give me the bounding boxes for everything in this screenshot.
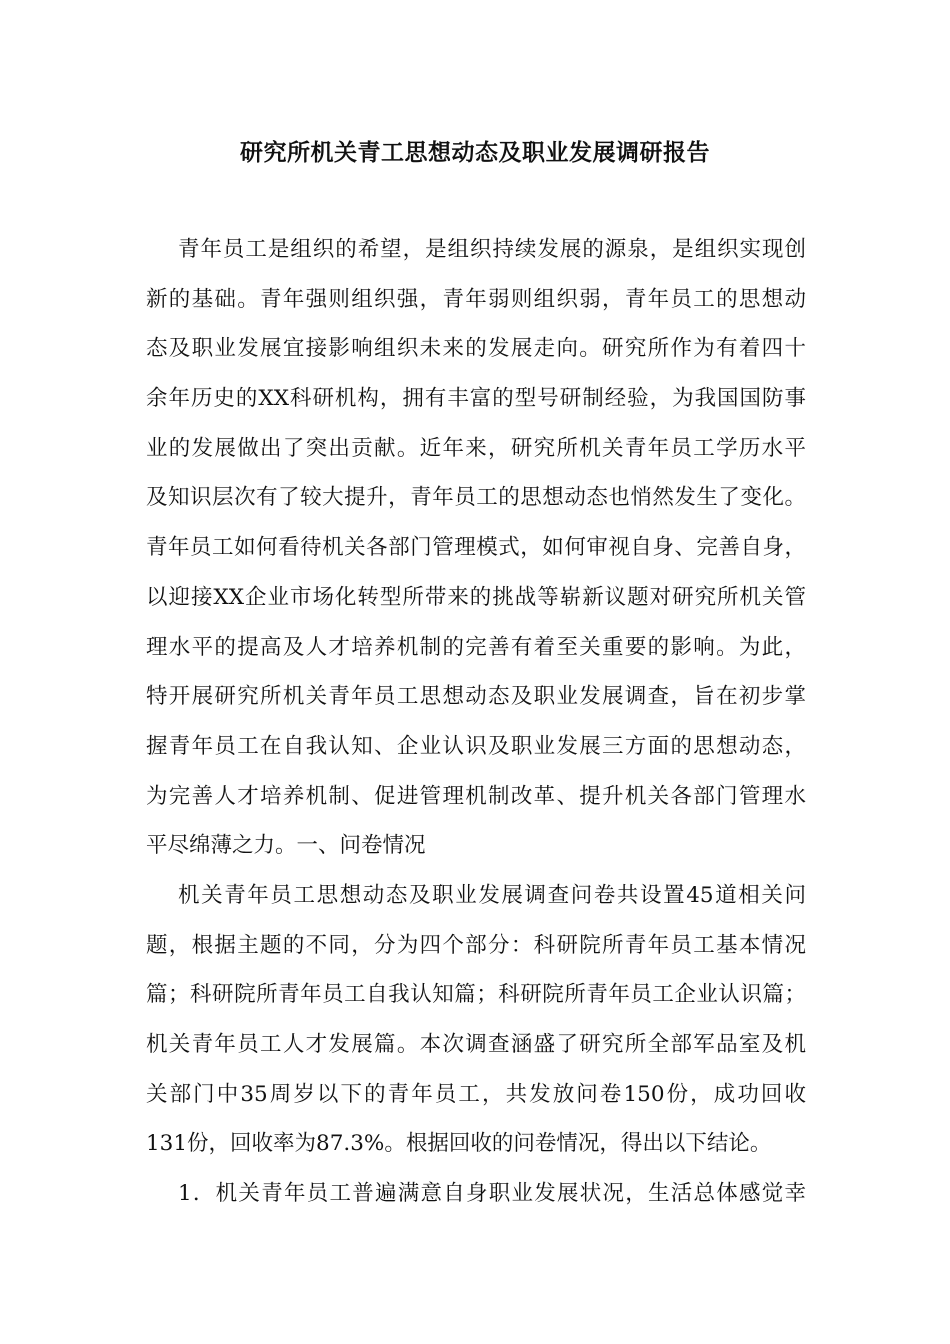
- text-line: 理水平的提高及人才培养机制的完善有着至关重要的影响。为此，: [146, 634, 806, 660]
- text-line: 篇；科研院所青年员工自我认知篇；科研院所青年员工企业认识篇；: [146, 982, 806, 1008]
- text-line: 握青年员工在自我认知、企业认识及职业发展三方面的思想动态，: [146, 733, 806, 759]
- document-body: [146, 234, 806, 1228]
- document-title: 研究所机关青工思想动态及职业发展调研报告: [240, 139, 710, 166]
- text-line: 及知识层次有了较大提升，青年员工的思想动态也悄然发生了变化。: [146, 485, 806, 511]
- text-line: 特开展研究所机关青年员工思想动态及职业发展调查，旨在初步掌: [146, 684, 806, 710]
- text-line: 以迎接XX企业市场化转型所带来的挑战等崭新议题对研究所机关管: [146, 584, 806, 610]
- text-line: 态及职业发展宜接影响组织未来的发展走向。研究所作为有着四十: [146, 336, 806, 362]
- text-line: 新的基础。青年强则组织强，青年弱则组织弱，青年员工的思想动: [146, 286, 806, 312]
- text-line: 青年员工如何看待机关各部门管理模式，如何审视自身、完善自身，: [146, 535, 806, 561]
- text-line: 为完善人才培养机制、促进管理机制改革、提升机关各部门管理水: [146, 783, 806, 809]
- text-line: 青年员工是组织的希望，是组织持续发展的源泉，是组织实现创: [178, 237, 806, 262]
- text-line: 业的发展做出了突出贡献。近年来，研究所机关青年员工学历水平: [146, 435, 806, 461]
- text-line: 题，根据主题的不同，分为四个部分：科研院所青年员工基本情况: [146, 932, 806, 958]
- text-line: 1．机关青年员工普遍满意自身职业发展状况，生活总体感觉幸: [178, 1181, 806, 1207]
- text-line: 机关青年员工思想动态及职业发展调查问卷共设置45道相关问: [178, 882, 806, 908]
- text-line: 131份，回收率为87.3%。根据回收的问卷情况，得出以下结论。: [146, 1131, 772, 1157]
- text-line: 关部门中35周岁以下的青年员工，共发放问卷150份，成功回收: [146, 1081, 806, 1107]
- text-line: 余年历史的XX科研机构，拥有丰富的型号研制经验，为我国国防事: [146, 386, 806, 412]
- text-line: 平尽绵薄之力。一、问卷情况: [146, 833, 426, 859]
- text-line: 机关青年员工人才发展篇。本次调查涵盛了研究所全部军品室及机: [146, 1032, 806, 1057]
